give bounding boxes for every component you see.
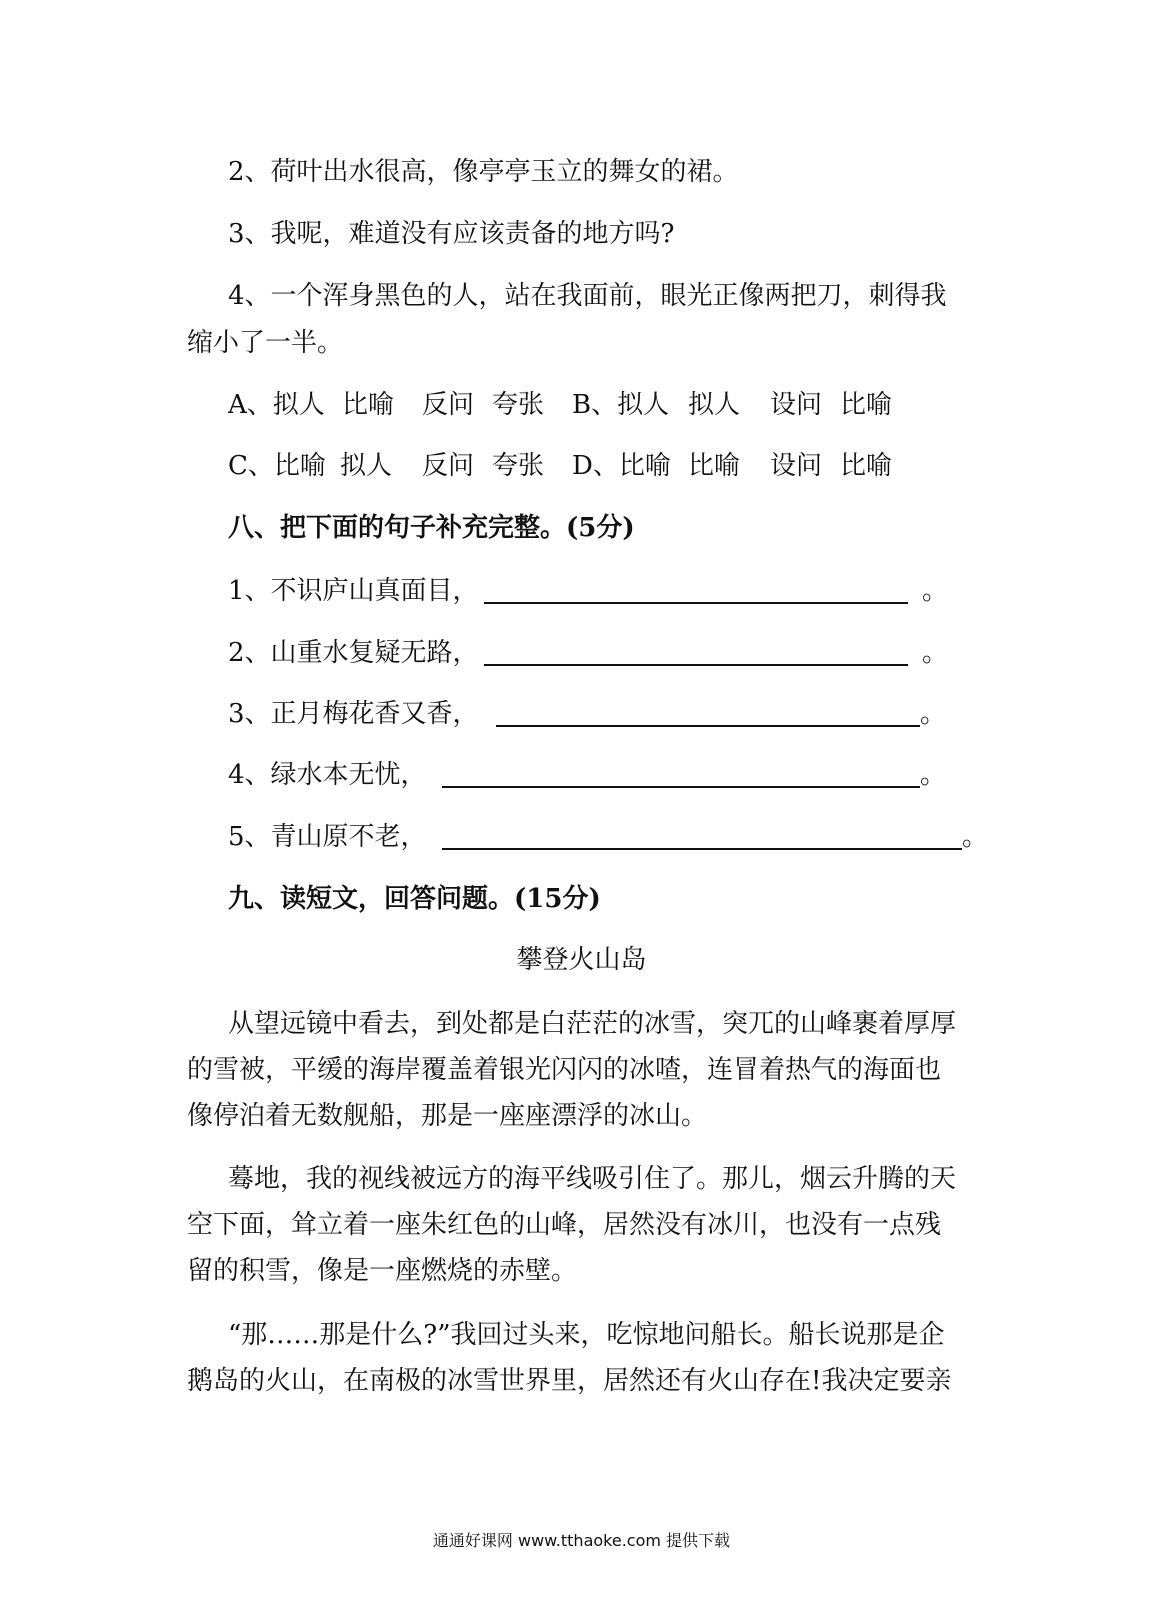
fill-item-3-blank[interactable]: [496, 725, 920, 727]
option-c-4: 夸张: [492, 451, 545, 481]
option-a-4: 夸张: [492, 390, 545, 420]
fill-item-4-blank[interactable]: [442, 786, 920, 788]
section-9-heading: 九、读短文，回答问题。(15分): [228, 884, 601, 914]
paragraph-1-line-3: 像停泊着无数舰船，那是一座座漂浮的冰山。: [187, 1101, 708, 1131]
option-a-3: 反问: [422, 390, 475, 420]
section-8-heading: 八、把下面的句子补充完整。(5分): [228, 513, 635, 543]
option-d-label: D、比喻: [572, 451, 671, 481]
fill-item-5-prefix: 5、青山原不老，: [228, 822, 427, 852]
option-a-2: 比喻: [342, 390, 395, 420]
sentence-4-line-1: 4、一个浑身黑色的人，站在我面前，眼光正像两把刀，刺得我: [228, 281, 947, 311]
sentence-2: 2、荷叶出水很高，像亭亭玉立的舞女的裙。: [228, 157, 739, 187]
fill-item-1-suffix: 。: [922, 576, 949, 606]
option-c-3: 反问: [422, 451, 475, 481]
option-b-4: 比喻: [840, 390, 893, 420]
fill-item-2-prefix: 2、山重水复疑无路，: [228, 638, 479, 668]
paragraph-1-line-2: 的雪被，平缓的海岸覆盖着银光闪闪的冰喳，连冒着热气的海面也: [187, 1055, 942, 1085]
option-d-4: 比喻: [840, 451, 893, 481]
option-d-2: 比喻: [688, 451, 741, 481]
paragraph-2-line-1: 蓦地，我的视线被远方的海平线吸引住了。那儿，烟云升腾的天: [228, 1164, 957, 1194]
paragraph-3-line-1: “那……那是什么?”我回过头来，吃惊地问船长。船长说那是企: [228, 1320, 945, 1350]
option-b-label: B、拟人: [572, 390, 670, 420]
sentence-3: 3、我呢，难道没有应该责备的地方吗?: [228, 219, 675, 249]
fill-item-3-suffix: 。: [920, 699, 947, 729]
option-b-2: 拟人: [688, 390, 741, 420]
option-a-label: A、拟人: [228, 390, 325, 420]
fill-item-4-prefix: 4、绿水本无忧，: [228, 760, 427, 790]
fill-item-2-suffix: 。: [922, 638, 949, 668]
fill-item-1-blank[interactable]: [484, 602, 908, 604]
option-c-label: C、比喻: [228, 451, 326, 481]
paragraph-3-line-2: 鹅岛的火山，在南极的冰雪世界里，居然还有火山存在!我决定要亲: [187, 1366, 952, 1396]
fill-item-2-blank[interactable]: [484, 664, 908, 666]
option-d-3: 设问: [770, 451, 823, 481]
passage-title: 攀登火山岛: [516, 945, 647, 975]
fill-item-3-prefix: 3、正月梅花香又香，: [228, 699, 479, 729]
paragraph-2-line-2: 空下面，耸立着一座朱红色的山峰，居然没有冰川，也没有一点残: [187, 1210, 942, 1240]
option-c-2: 拟人: [340, 451, 393, 481]
sentence-4-line-2: 缩小了一半。: [187, 328, 344, 358]
page-footer: 通通好课网 www.tthaoke.com 提供下载: [432, 1531, 731, 1550]
fill-item-5-blank[interactable]: [442, 848, 962, 850]
fill-item-5-suffix: 。: [962, 822, 989, 852]
paragraph-1-line-1: 从望远镜中看去，到处都是白茫茫的冰雪，突兀的山峰裹着厚厚: [228, 1009, 957, 1039]
paragraph-2-line-3: 留的积雪，像是一座燃烧的赤壁。: [187, 1256, 578, 1286]
fill-item-4-suffix: 。: [920, 760, 947, 790]
fill-item-1-prefix: 1、不识庐山真面目，: [228, 576, 479, 606]
option-b-3: 设问: [770, 390, 823, 420]
